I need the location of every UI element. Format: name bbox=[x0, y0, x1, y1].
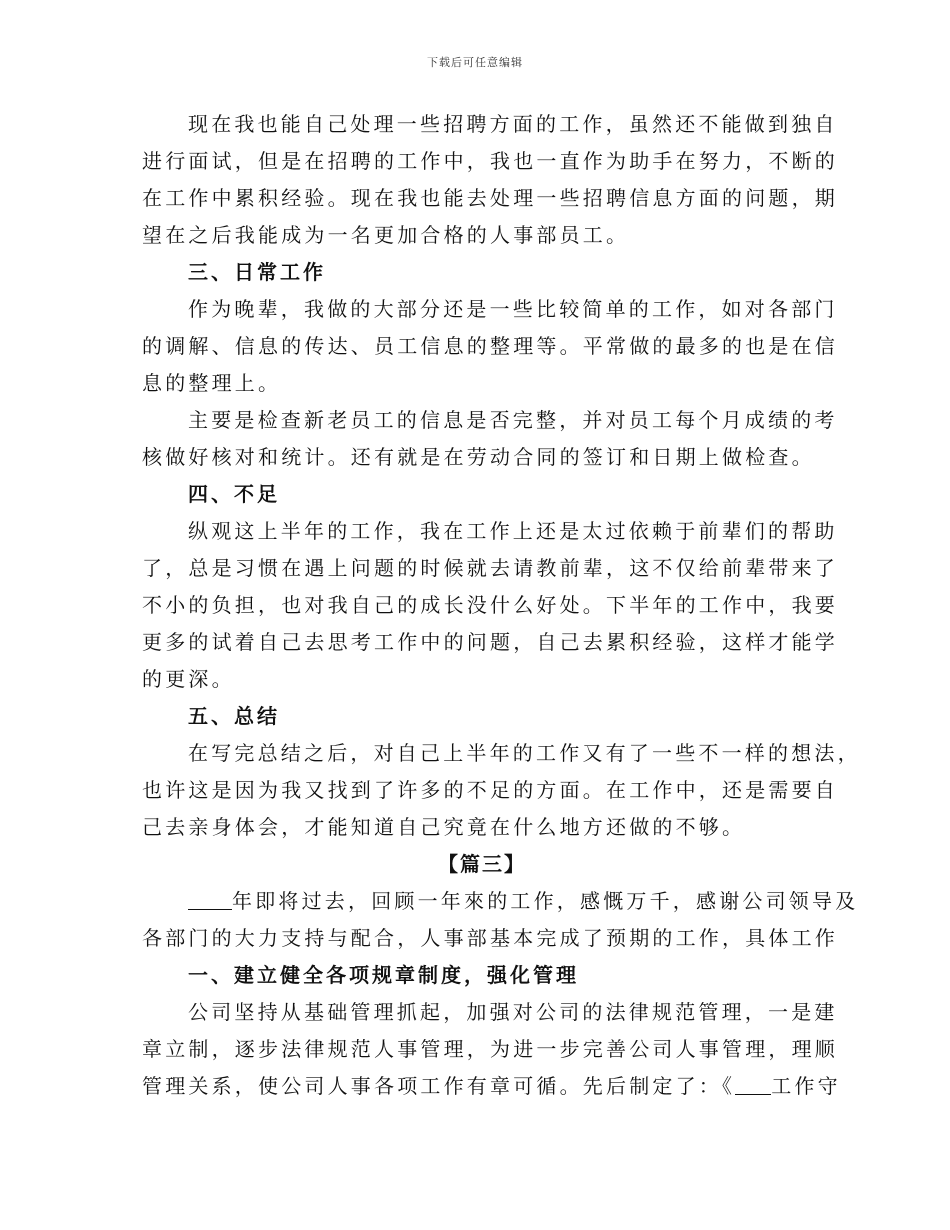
paragraph-line: 在写完总结之后，对自己上半年的工作又有了一些不一样的想法， bbox=[188, 741, 861, 765]
line-text: 管理关系，使公司人事各项工作有章可循。先后制定了：《 bbox=[142, 1074, 736, 1098]
fill-in-blank bbox=[735, 1072, 771, 1095]
paragraph-line: 章立制，逐步法律规范人事管理，为进一步完善公司人事管理，理顺 bbox=[142, 1037, 838, 1061]
paragraph-line bbox=[142, 883, 859, 920]
section-heading: 四、不足 bbox=[188, 482, 280, 506]
section-heading: 三、日常工作 bbox=[188, 260, 326, 284]
paragraph-line bbox=[142, 1068, 841, 1105]
page-header: 下载后可任意编辑 bbox=[427, 56, 523, 69]
paragraph-line: 纵观这上半年的工作，我在工作上还是太过依赖于前辈们的帮助 bbox=[188, 519, 838, 543]
paragraph-line: 核做好核对和统计。还有就是在劳动合同的签订和日期上做检查。 bbox=[142, 445, 815, 469]
line-text: 年即将过去，回顾一年來的工作，感慨万千，感谢公司领导及 bbox=[232, 889, 859, 913]
paragraph-line: 的更深。 bbox=[142, 667, 235, 691]
paragraph-line: 息的整理上。 bbox=[142, 371, 282, 395]
chapter-title: 【篇三】 bbox=[438, 852, 526, 876]
paragraph-line: 的调解、信息的传达、员工信息的整理等。平常做的最多的也是在信 bbox=[142, 334, 838, 358]
paragraph-line: 也许这是因为我又找到了许多的不足的方面。在工作中，还是需要自 bbox=[142, 778, 838, 802]
paragraph-line: 进行面试，但是在招聘的工作中，我也一直作为助手在努力，不断的 bbox=[142, 149, 838, 173]
paragraph-line: 更多的试着自己去思考工作中的问题，自己去累积经验，这样才能学 bbox=[142, 630, 838, 654]
paragraph-line: 在工作中累积经验。现在我也能去处理一些招聘信息方面的问题，期 bbox=[142, 186, 838, 210]
paragraph-line: 公司坚持从基础管理抓起，加强对公司的法律规范管理，一是建 bbox=[188, 1000, 838, 1024]
paragraph-line: 现在我也能自己处理一些招聘方面的工作，虽然还不能做到独自 bbox=[188, 112, 838, 136]
paragraph-line: 己去亲身体会，才能知道自己究竟在什么地方还做的不够。 bbox=[142, 815, 746, 839]
paragraph-line: 不小的负担，也对我自己的成长没什么好处。下半年的工作中，我要 bbox=[142, 593, 838, 617]
paragraph-line: 了，总是习惯在遇上问题的时候就去请教前辈，这不仅给前辈带来了 bbox=[142, 556, 838, 580]
paragraph-line: 各部门的大力支持与配合，人事部基本完成了预期的工作，具体工作 bbox=[142, 926, 838, 950]
section-heading: 一、建立健全各项规章制度，强化管理 bbox=[188, 963, 579, 987]
paragraph-line: 望在之后我能成为一名更加合格的人事部员工。 bbox=[142, 223, 630, 247]
paragraph-line: 主要是检查新老员工的信息是否完整，并对员工每个月成绩的考 bbox=[188, 408, 838, 432]
line-text: 工作守 bbox=[771, 1074, 841, 1098]
paragraph-line: 作为晚辈，我做的大部分还是一些比较简单的工作，如对各部门 bbox=[188, 297, 838, 321]
section-heading: 五、总结 bbox=[188, 704, 280, 728]
fill-in-blank bbox=[188, 887, 232, 910]
document-body bbox=[142, 106, 861, 1105]
